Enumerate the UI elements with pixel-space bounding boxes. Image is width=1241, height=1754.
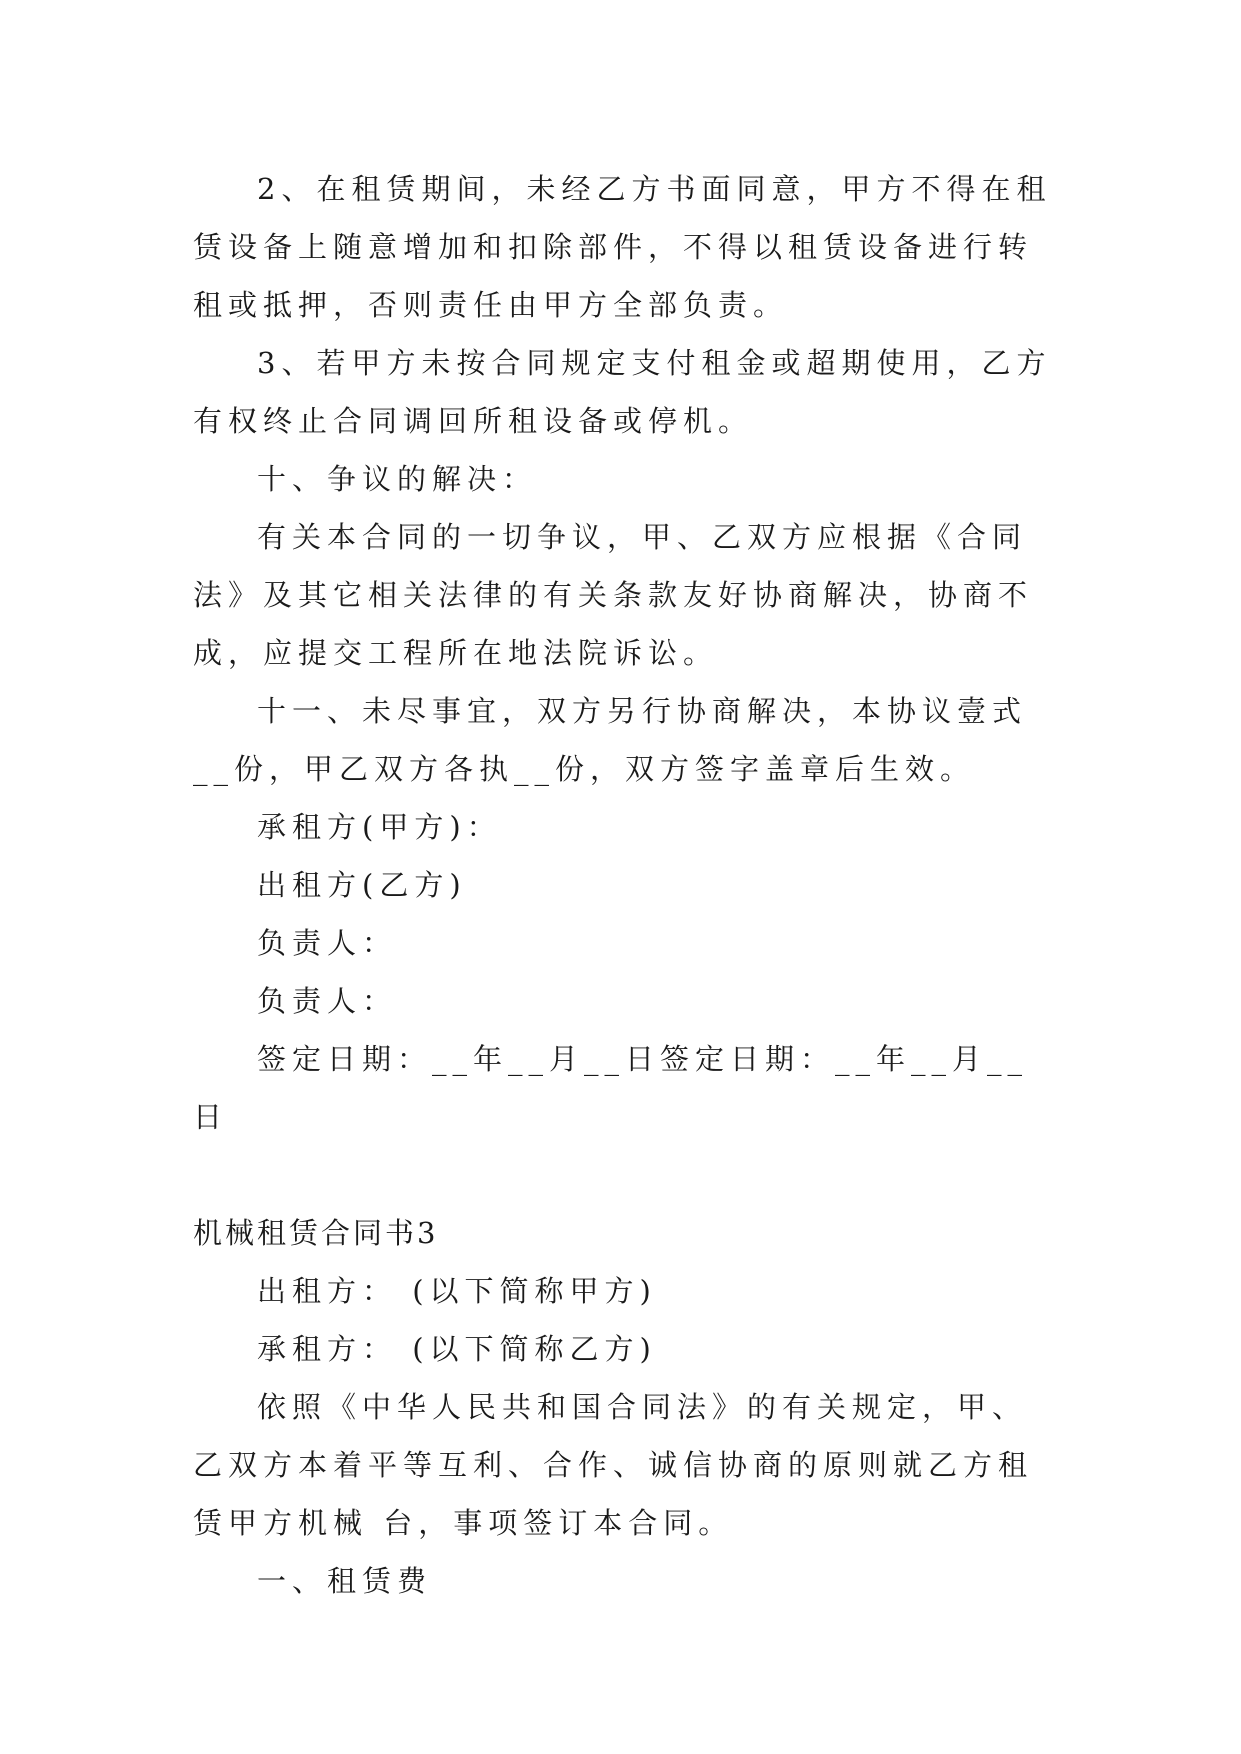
lessor-party-line: 出租方(乙方) xyxy=(257,868,467,902)
section-11-paragraph: 十一、未尽事宜，双方另行协商解决，本协议壹式__份，甲乙双方各执__份，双方签字盖章后生效。 xyxy=(193,694,1028,786)
responsible-person-line: 负责人： xyxy=(257,926,398,960)
lessee-party-line: 承租方(甲方)： xyxy=(257,810,502,844)
responsible-person-line: 负责人： xyxy=(257,984,398,1018)
preamble-paragraph: 依照《中华人民共和国合同法》的有关规定，甲、乙双方本着平等互利、合作、诚信协商的原则就乙方租赁甲方机械 台，事项签订本合同。 xyxy=(193,1390,1034,1540)
rental-fee-heading: 一、租赁费 xyxy=(257,1564,433,1598)
clause-3-paragraph: 3、若甲方未按合同规定支付租金或超期使用，乙方有权终止合同调回所租设备或停机。 xyxy=(193,346,1052,438)
signing-date-line: 签定日期：__年__月__日签定日期：__年__月__日 xyxy=(193,1042,1029,1134)
section-10-heading: 十、争议的解决： xyxy=(257,462,538,496)
contract-title: 机械租赁合同书3 xyxy=(193,1216,439,1250)
document-body xyxy=(193,160,1053,1610)
section-gap xyxy=(193,1146,1053,1204)
lessee-line: 承租方： (以下简称乙方) xyxy=(257,1332,657,1366)
clause-2-paragraph: 2、在租赁期间，未经乙方书面同意，甲方不得在租赁设备上随意增加和扣除部件，不得以租赁设备进行转租或抵押，否则责任由甲方全部负责。 xyxy=(193,172,1052,322)
dispute-paragraph: 有关本合同的一切争议，甲、乙双方应根据《合同法》及其它相关法律的有关条款友好协商解决，协商不成，应提交工程所在地法院诉讼。 xyxy=(193,520,1034,670)
lessor-line: 出租方： (以下简称甲方) xyxy=(257,1274,657,1308)
